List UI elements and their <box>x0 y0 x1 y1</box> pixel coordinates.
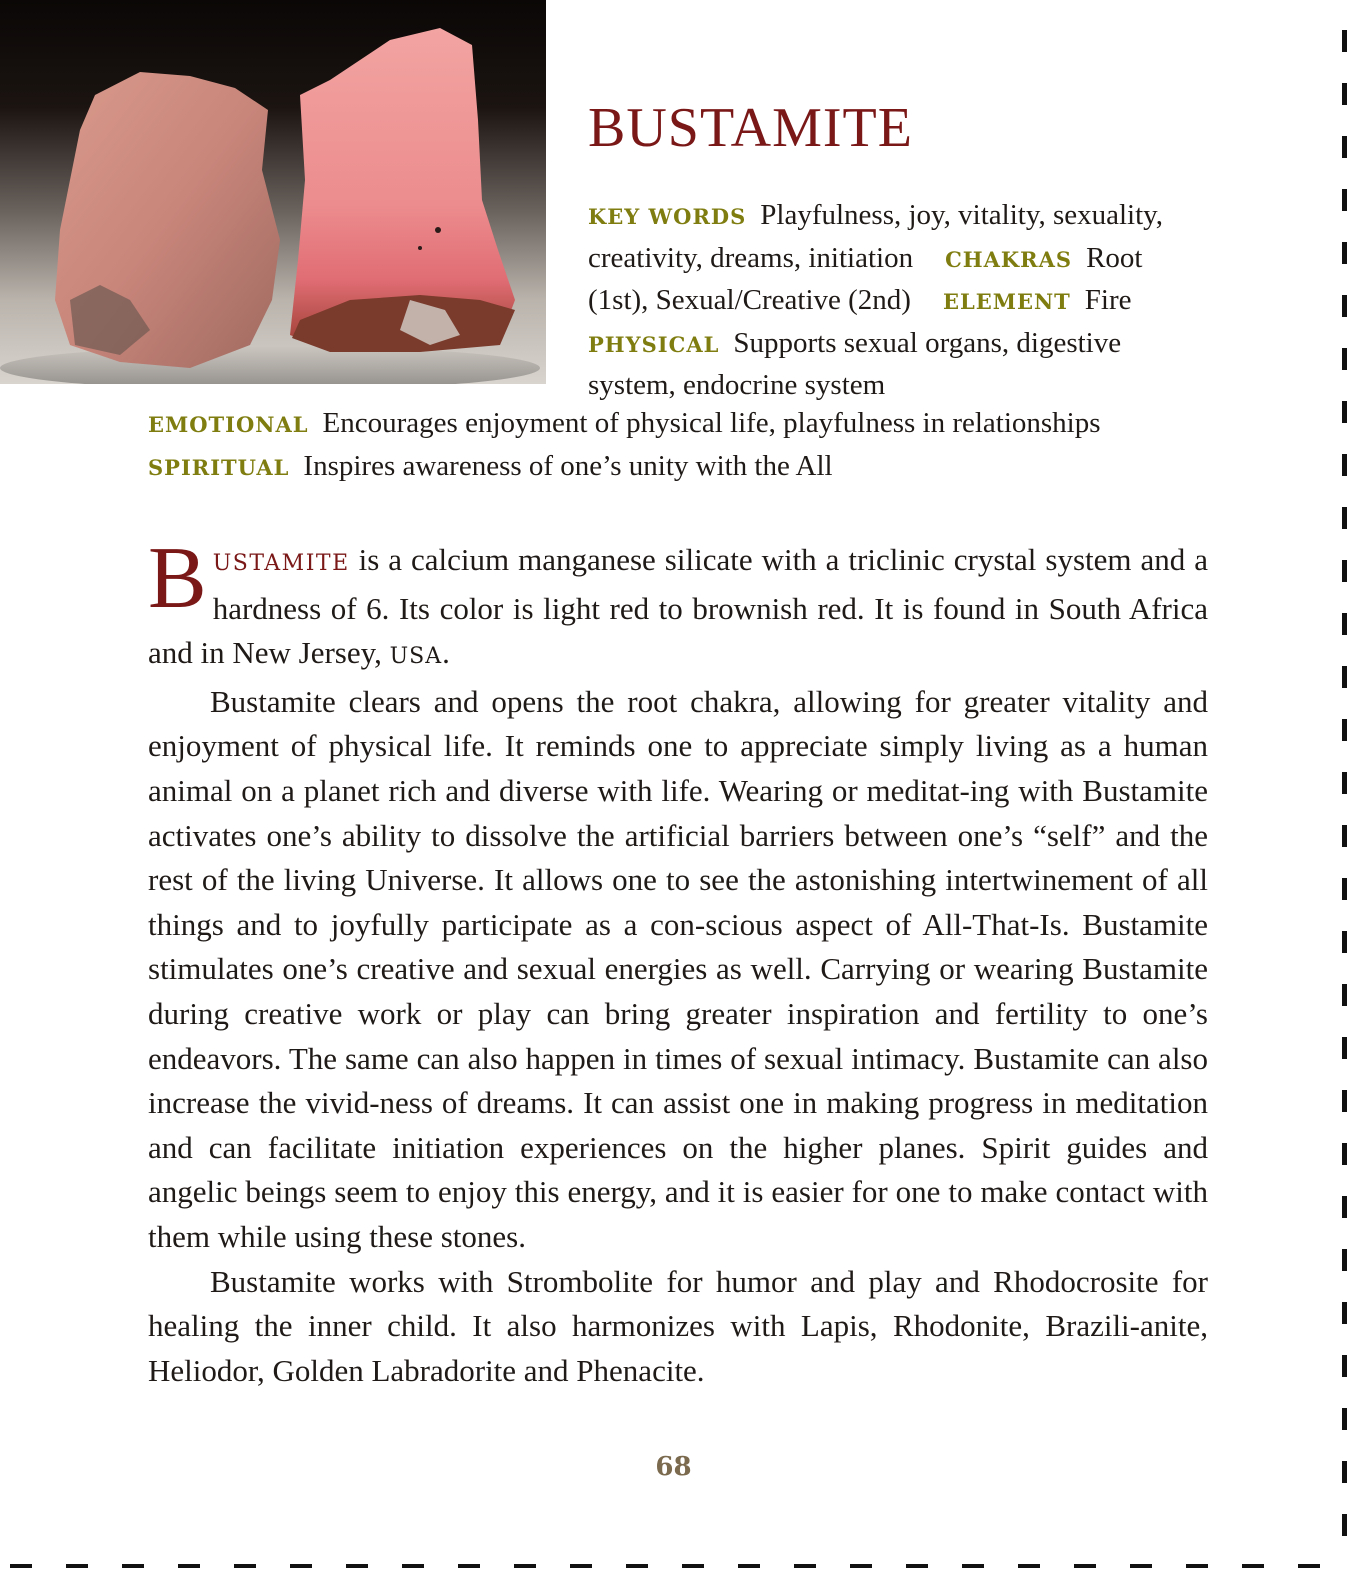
edge-mark <box>1342 931 1347 953</box>
edge-mark <box>1018 1564 1040 1568</box>
edge-mark <box>1342 1408 1347 1430</box>
edge-mark <box>1342 1037 1347 1059</box>
edge-mark <box>738 1564 760 1568</box>
body-text <box>148 530 1208 1393</box>
edge-mark <box>1342 136 1347 158</box>
edge-mark <box>1342 1249 1347 1271</box>
properties-block-top <box>588 195 1198 407</box>
edge-mark <box>1342 1355 1347 1377</box>
edge-mark <box>682 1564 704 1568</box>
edge-mark <box>234 1564 256 1568</box>
key-words-label: KEY WORDS <box>588 204 747 229</box>
paragraph-2: Bustamite clears and opens the root chakra, allowing for greater vitality and enjoyment of physical life. It reminds one to appreciate simply living as a human animal on a planet rich and diverse with life. Wearing or meditat-ing with Bustamite activates one’s ability to dissolve the artificial barriers between one’s “self” and the rest of the living Universe. It allows one to see the astonishing intertwinement of all things and to joyfully participate as a con-scious aspect of All-That-Is. Bustamite stimulates one’s creative and sexual energies as well. Carrying or wearing Bustamite during creative work or play can bring greater inspiration and fertility to one’s endeavors. The same can also happen in times of sexual intimacy. Bustamite can also increase the vivid-ness of dreams. It can assist one in making progress in meditation and can facilitate initiation experiences on the higher planes. Spirit guides and angelic beings seem to enjoy this energy, and it is easier for one to make contact with them while using these stones. <box>148 683 1208 1254</box>
edge-mark <box>906 1564 928 1568</box>
spiritual-label: SPIRITUAL <box>148 454 290 480</box>
edge-mark <box>1130 1564 1152 1568</box>
edge-mark <box>1342 1090 1347 1112</box>
edge-mark <box>1342 1196 1347 1218</box>
edge-mark <box>1342 30 1347 52</box>
element-label: ELEMENT <box>942 289 1071 315</box>
paragraph-3: Bustamite works with Strombolite for humor and play and Rhodocrosite for healing the inner child. It also harmonizes with Lapis, Rhodonite, Brazili-anite, Heliodor, Golden Labradorite and Phenacite. <box>148 1263 1208 1388</box>
edge-mark <box>1342 189 1347 211</box>
edge-mark <box>66 1564 88 1568</box>
edge-mark <box>1342 1302 1347 1324</box>
edge-mark <box>178 1564 200 1568</box>
properties-block-bottom <box>148 403 1208 488</box>
bottom-edge-marks <box>0 1562 1347 1572</box>
edge-mark <box>1186 1564 1208 1568</box>
emotional-value: Encourages enjoyment of physical life, playfulness in relationships <box>322 407 1101 439</box>
edge-mark <box>1342 242 1347 264</box>
edge-mark <box>1342 401 1347 423</box>
edge-mark <box>1342 1514 1347 1536</box>
edge-mark <box>1342 507 1347 529</box>
edge-mark <box>1298 1564 1320 1568</box>
edge-mark <box>794 1564 816 1568</box>
chakras-label: CHAKRAS <box>945 246 1073 272</box>
edge-mark <box>1342 878 1347 900</box>
edge-mark <box>458 1564 480 1568</box>
edge-mark <box>346 1564 368 1568</box>
drop-cap: B <box>148 530 207 627</box>
usa-small-caps: USA <box>389 644 443 670</box>
edge-mark <box>1074 1564 1096 1568</box>
bustamite-photo <box>0 0 546 384</box>
paragraph-1-text: is a calcium manganese silicate with a triclinic crystal system and a hardness of 6. Its color is light red to brownish red. It is found in South Africa and in New Jersey, <box>148 542 1208 671</box>
lead-word: USTAMITE <box>212 551 350 576</box>
bustamite-stones-illustration <box>0 0 546 384</box>
edge-mark <box>402 1564 424 1568</box>
key-words-value: Playfulness, joy, vitality, sexuality, creativity, dreams, initiation <box>588 199 1164 274</box>
physical-value: Supports sexual organs, digestive system, endocrine system <box>588 326 1122 402</box>
page-number: 68 <box>655 1452 692 1482</box>
edge-mark <box>1342 772 1347 794</box>
paragraph-1 <box>148 530 1208 680</box>
edge-mark <box>1342 666 1347 688</box>
edge-mark <box>570 1564 592 1568</box>
edge-mark <box>1342 83 1347 105</box>
element-value: Fire <box>1084 284 1132 317</box>
edge-mark <box>10 1564 32 1568</box>
edge-mark <box>962 1564 984 1568</box>
edge-mark <box>1342 719 1347 741</box>
edge-mark <box>514 1564 536 1568</box>
edge-mark <box>122 1564 144 1568</box>
edge-mark <box>1342 1143 1347 1165</box>
edge-mark <box>1342 984 1347 1006</box>
physical-label: PHYSICAL <box>588 331 720 357</box>
edge-mark <box>626 1564 648 1568</box>
spiritual-value: Inspires awareness of one’s unity with the All <box>303 449 833 482</box>
edge-mark <box>1342 454 1347 476</box>
right-edge-marks <box>1337 0 1347 1572</box>
edge-mark <box>1342 348 1347 370</box>
edge-mark <box>1242 1564 1264 1568</box>
edge-mark <box>1342 295 1347 317</box>
edge-mark <box>1342 613 1347 635</box>
edge-mark <box>1342 825 1347 847</box>
edge-mark <box>850 1564 872 1568</box>
paragraph-1-end: . <box>442 635 450 671</box>
edge-mark <box>290 1564 312 1568</box>
edge-mark <box>1342 1461 1347 1483</box>
emotional-label: EMOTIONAL <box>148 412 309 437</box>
edge-mark <box>1342 560 1347 582</box>
chakras-value: Root (1st), Sexual/Creative (2nd) <box>588 241 1143 317</box>
page-title: BUSTAMITE <box>588 97 913 159</box>
